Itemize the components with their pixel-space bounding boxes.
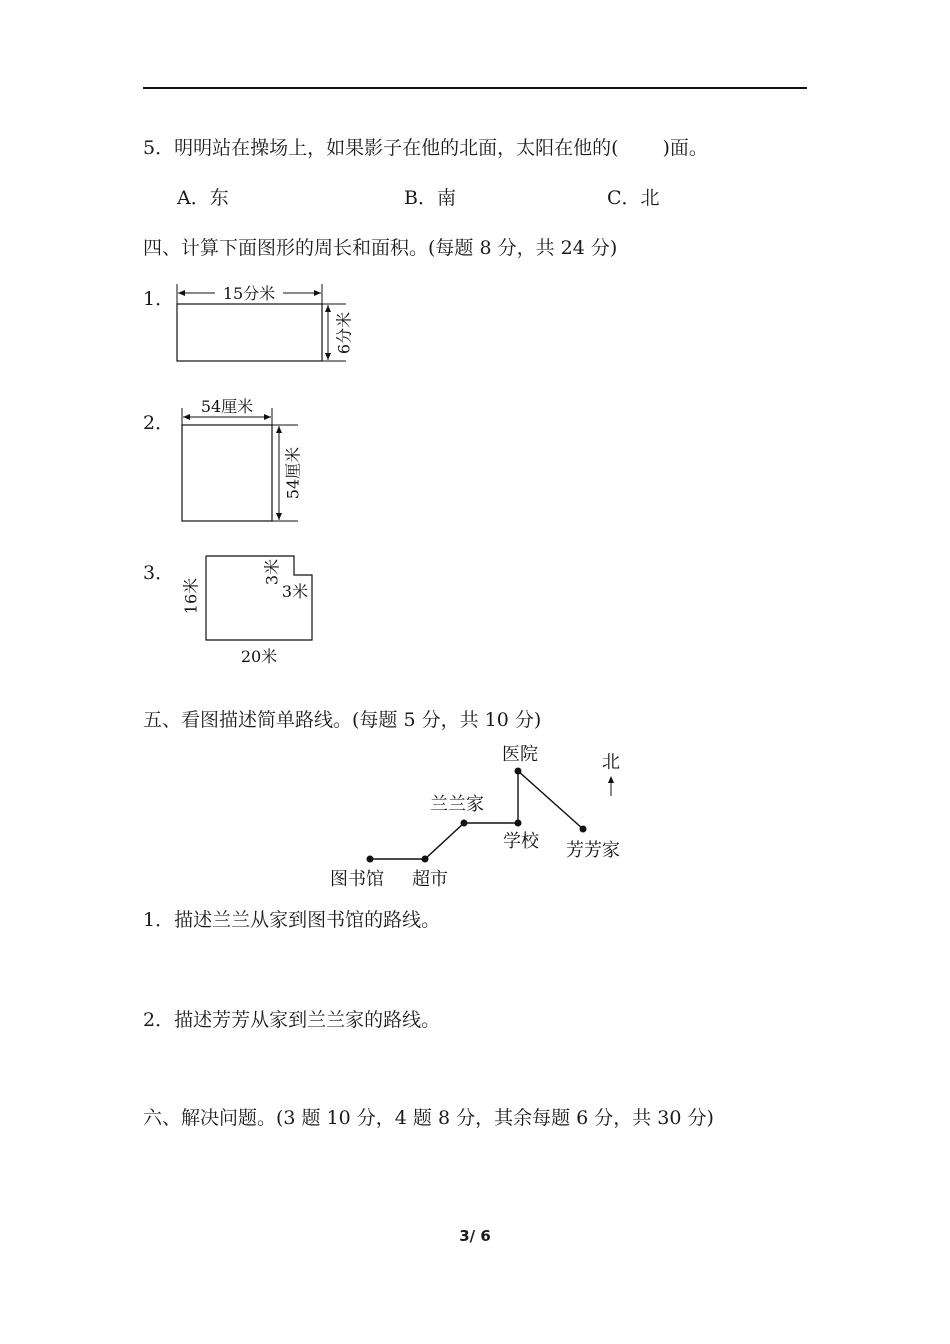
lanlan-home-label: 兰兰家 <box>430 794 484 815</box>
shape3-left-label: 16米 <box>181 577 201 615</box>
section5-title: 五、看图描述简单路线。(每题 5 分，共 10 分) <box>143 709 542 731</box>
fangfang-home-dot <box>580 826 587 833</box>
q5-option-c[interactable]: C．北 <box>607 187 660 209</box>
s4-item2-number: 2． <box>143 412 175 434</box>
hospital-dot <box>515 768 522 775</box>
figure-notched-rectangle-3 <box>175 548 325 673</box>
shape3-bottom-label: 20米 <box>240 647 278 666</box>
shape3-notch-vertical-label: 3米 <box>262 558 282 586</box>
rect1-width-label: 15分米 <box>222 284 276 303</box>
hospital-label: 医院 <box>502 744 538 765</box>
library-label: 图书馆 <box>330 869 384 890</box>
library-dot <box>367 856 374 863</box>
supermarket-dot <box>422 856 429 863</box>
header-rule <box>143 87 807 89</box>
square-width-label: 54厘米 <box>200 397 254 416</box>
s4-item3-number: 3． <box>143 562 175 584</box>
section4-title: 四、计算下面图形的周长和面积。(每题 8 分，共 24 分) <box>143 237 618 259</box>
s5-question-1: 1．描述兰兰从家到图书馆的路线。 <box>143 909 441 931</box>
school-dot <box>515 820 522 827</box>
lanlan-home-dot <box>461 820 468 827</box>
section6-title: 六、解决问题。(3 题 10 分，4 题 8 分，其余每题 6 分，共 30 分) <box>143 1107 714 1129</box>
q5-stem <box>143 136 708 160</box>
north-label: 北 <box>602 752 620 773</box>
rect1-height-label: 6分米 <box>334 311 354 355</box>
supermarket-label: 超市 <box>412 869 448 890</box>
q5-option-a[interactable]: A．东 <box>177 187 229 209</box>
square-height-label: 54厘米 <box>283 446 303 500</box>
s5-question-2: 2．描述芳芳从家到兰兰家的路线。 <box>143 1009 441 1031</box>
q5-number: 5． <box>143 137 175 159</box>
s4-item1-number: 1． <box>143 288 175 310</box>
school-label: 学校 <box>503 831 539 852</box>
q5-stem-before: 明明站在操场上，如果影子在他的北面，太阳在他的( <box>174 137 619 159</box>
page-number: 3/ 6 <box>459 1227 491 1245</box>
q5-option-b[interactable]: B．南 <box>404 187 456 209</box>
q5-stem-after: )面。 <box>662 137 708 159</box>
figure-square-2 <box>175 396 315 526</box>
figure-rectangle-1 <box>170 278 360 370</box>
route-map <box>320 740 640 895</box>
fangfang-home-label: 芳芳家 <box>566 840 620 861</box>
shape3-notch-horizontal-label: 3米 <box>281 582 309 601</box>
